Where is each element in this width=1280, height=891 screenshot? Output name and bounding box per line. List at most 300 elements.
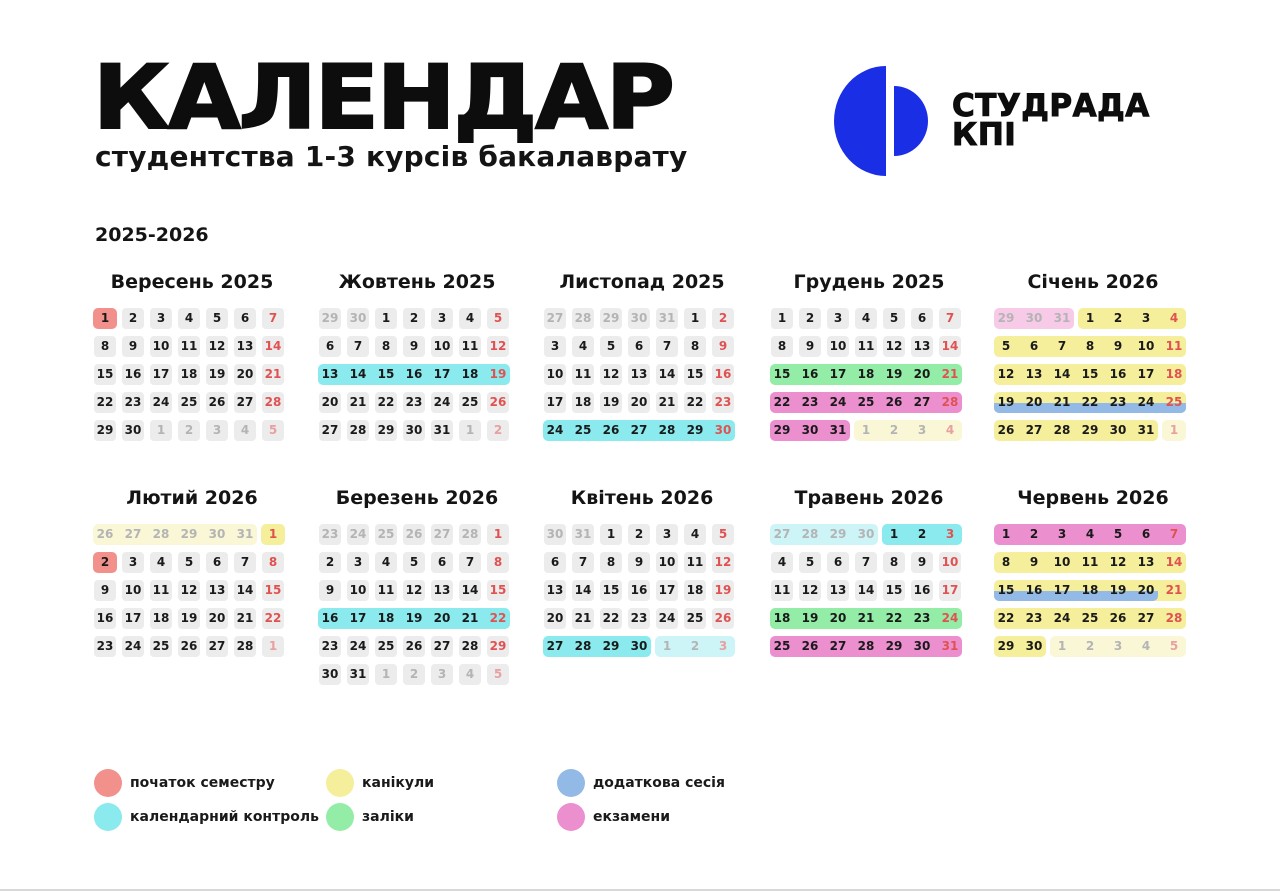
adjacent-month-day: 3 — [431, 664, 453, 685]
calendar-day: 23 — [319, 636, 341, 657]
calendar-day: 13 — [234, 336, 256, 357]
calendar-day: 18 — [684, 580, 706, 601]
calendar-day: 3 — [1057, 527, 1067, 541]
adjacent-month-day: 31 — [572, 524, 594, 545]
calendar-day: 20 — [234, 364, 256, 385]
calendar-day: 26 — [487, 392, 509, 413]
calendar-day: 1 — [268, 527, 278, 541]
adjacent-month-day: 23 — [319, 524, 341, 545]
academic-year-label: 2025-2026 — [95, 224, 209, 246]
calendar-day: 10 — [656, 552, 678, 573]
calendar-day: 22 — [94, 392, 116, 413]
calendar-day: 3 — [347, 552, 369, 573]
studrada-logo-icon — [834, 66, 928, 176]
calendar-day: 1 — [889, 527, 899, 541]
calendar-day: 1 — [1001, 527, 1011, 541]
calendar-day: 30 — [1109, 423, 1127, 437]
calendar-day: 10 — [1053, 555, 1071, 569]
calendar-day: 11 — [572, 364, 594, 385]
calendar-day: 19 — [178, 608, 200, 629]
calendar-day: 16 — [801, 367, 819, 381]
calendar-day: 19 — [405, 611, 423, 625]
calendar-day: 29 — [487, 636, 509, 657]
adjacent-month-day: 27 — [544, 308, 566, 329]
month-title: Березень 2026 — [335, 487, 499, 509]
calendar-day: 29 — [94, 420, 116, 441]
calendar-day: 9 — [94, 580, 116, 601]
calendar-day: 24 — [656, 608, 678, 629]
calendar-day: 3 — [150, 308, 172, 329]
calendar-day: 18 — [178, 364, 200, 385]
calendar-day: 5 — [1001, 339, 1011, 353]
calendar-day: 30 — [801, 423, 819, 437]
calendar-day: 27 — [630, 423, 648, 437]
calendar-day: 9 — [628, 552, 650, 573]
calendar-day: 13 — [1025, 367, 1043, 381]
calendar-day: 22 — [684, 392, 706, 413]
calendar-day: 26 — [206, 392, 228, 413]
calendar-day: 24 — [431, 392, 453, 413]
calendar-day: 29 — [885, 639, 903, 653]
calendar-day: 4 — [178, 308, 200, 329]
calendar-day: 24 — [1053, 611, 1071, 625]
adjacent-month-day: 1 — [459, 420, 481, 441]
adjacent-month-day: 3 — [718, 639, 728, 653]
calendar-day: 6 — [827, 552, 849, 573]
calendar-day: 15 — [600, 580, 622, 601]
calendar-day: 7 — [262, 308, 284, 329]
calendar-day: 21 — [1053, 395, 1071, 409]
calendar-day: 26 — [997, 423, 1015, 437]
adjacent-month-day: 24 — [347, 524, 369, 545]
calendar-day: 5 — [403, 552, 425, 573]
adjacent-month-day: 2 — [1085, 639, 1095, 653]
adjacent-month-day: 2 — [690, 639, 700, 653]
calendar-day: 2 — [1029, 527, 1039, 541]
calendar-day: 26 — [712, 608, 734, 629]
calendar-day: 3 — [431, 308, 453, 329]
page-subtitle: студентства 1-3 курсів бакалаврату — [95, 140, 688, 173]
calendar-day: 23 — [628, 608, 650, 629]
calendar-day: 6 — [628, 336, 650, 357]
calendar-day: 21 — [262, 364, 284, 385]
calendar-day: 13 — [321, 367, 339, 381]
calendar-day: 8 — [883, 552, 905, 573]
adjacent-month-day: 2 — [889, 423, 899, 437]
adjacent-month-day: 29 — [997, 311, 1015, 325]
calendar-day: 10 — [122, 580, 144, 601]
calendar-day: 13 — [911, 336, 933, 357]
calendar-day: 14 — [349, 367, 367, 381]
calendar-day: 28 — [1165, 611, 1183, 625]
calendar-day: 1 — [100, 311, 110, 325]
calendar-day: 13 — [206, 580, 228, 601]
calendar-day: 21 — [572, 608, 594, 629]
adjacent-month-day: 1 — [1169, 423, 1179, 437]
calendar-day: 17 — [544, 392, 566, 413]
calendar-day: 11 — [1165, 339, 1183, 353]
calendar-day: 6 — [911, 308, 933, 329]
adjacent-month-day: 31 — [236, 527, 254, 541]
calendar-day: 2 — [799, 308, 821, 329]
calendar-day: 20 — [433, 611, 451, 625]
calendar-day: 18 — [1165, 367, 1183, 381]
calendar-day: 29 — [686, 423, 704, 437]
calendar-day: 4 — [1169, 311, 1179, 325]
calendar-day: 9 — [122, 336, 144, 357]
calendar-day: 27 — [913, 395, 931, 409]
adjacent-month-day: 2 — [487, 420, 509, 441]
calendar-day: 7 — [656, 336, 678, 357]
adjacent-month-day: 28 — [459, 524, 481, 545]
calendar-day: 3 — [122, 552, 144, 573]
calendar-day: 27 — [234, 392, 256, 413]
calendar-day: 17 — [150, 364, 172, 385]
calendar-day: 3 — [544, 336, 566, 357]
calendar-day: 10 — [347, 580, 369, 601]
adjacent-month-day: 1 — [1057, 639, 1067, 653]
adjacent-month-day: 25 — [375, 524, 397, 545]
calendar-day: 30 — [1025, 639, 1043, 653]
calendar-day: 14 — [1165, 555, 1183, 569]
calendar-day: 8 — [1001, 555, 1011, 569]
legend-swatch-icon — [557, 769, 585, 797]
calendar-day: 17 — [1053, 583, 1071, 597]
calendar-day: 20 — [829, 611, 847, 625]
calendar-day: 30 — [319, 664, 341, 685]
brand-name — [952, 88, 1150, 153]
adjacent-month-day: 5 — [487, 664, 509, 685]
calendar-day: 15 — [262, 580, 284, 601]
calendar-day: 20 — [206, 608, 228, 629]
calendar-day: 18 — [857, 367, 875, 381]
adjacent-month-day: 26 — [403, 524, 425, 545]
adjacent-month-day: 2 — [178, 420, 200, 441]
adjacent-month-day: 27 — [124, 527, 142, 541]
calendar-day: 15 — [684, 364, 706, 385]
calendar-day: 13 — [544, 580, 566, 601]
calendar-day: 14 — [234, 580, 256, 601]
legend-label: додаткова сесія — [593, 775, 725, 791]
calendar-day: 24 — [941, 611, 959, 625]
calendar-day: 17 — [349, 611, 367, 625]
calendar-day: 26 — [885, 395, 903, 409]
calendar-day: 2 — [403, 308, 425, 329]
calendar-day: 31 — [1137, 423, 1155, 437]
calendar-day: 21 — [857, 611, 875, 625]
calendar-day: 6 — [319, 336, 341, 357]
calendar-day: 27 — [829, 639, 847, 653]
calendar-day: 9 — [403, 336, 425, 357]
adjacent-month-day: 29 — [180, 527, 198, 541]
calendar-day: 15 — [883, 580, 905, 601]
adjacent-month-day: 30 — [544, 524, 566, 545]
calendar-day: 14 — [572, 580, 594, 601]
calendar-day: 12 — [997, 367, 1015, 381]
adjacent-month-day: 1 — [662, 639, 672, 653]
calendar-day: 19 — [997, 395, 1015, 409]
calendar-day: 1 — [771, 308, 793, 329]
calendar-day: 12 — [178, 580, 200, 601]
calendar-day: 8 — [684, 336, 706, 357]
calendar-day: 23 — [94, 636, 116, 657]
calendar-day: 25 — [773, 639, 791, 653]
calendar-day: 21 — [656, 392, 678, 413]
calendar-day: 2 — [628, 524, 650, 545]
adjacent-month-day: 31 — [656, 308, 678, 329]
calendar-day: 31 — [829, 423, 847, 437]
calendar-day: 19 — [489, 367, 507, 381]
calendar-day: 26 — [1109, 611, 1127, 625]
calendar-day: 4 — [375, 552, 397, 573]
calendar-day: 27 — [1137, 611, 1155, 625]
calendar-day: 28 — [262, 392, 284, 413]
calendar-day: 5 — [600, 336, 622, 357]
calendar-day: 27 — [546, 639, 564, 653]
adjacent-month-day: 28 — [801, 527, 819, 541]
period-highlight-yellow_light — [93, 524, 257, 545]
calendar-day: 28 — [941, 395, 959, 409]
calendar-day: 12 — [883, 336, 905, 357]
calendar-day: 22 — [773, 395, 791, 409]
adjacent-month-day: 4 — [1141, 639, 1151, 653]
period-highlight-yellow — [994, 420, 1158, 441]
calendar-day: 29 — [997, 639, 1015, 653]
calendar-day: 21 — [461, 611, 479, 625]
calendar-day: 3 — [1141, 311, 1151, 325]
adjacent-month-day: 5 — [1169, 639, 1179, 653]
calendar-day: 3 — [827, 308, 849, 329]
calendar-day: 29 — [1081, 423, 1099, 437]
calendar-day: 8 — [487, 552, 509, 573]
calendar-day: 6 — [1029, 339, 1039, 353]
calendar-day: 27 — [206, 636, 228, 657]
calendar-day: 14 — [262, 336, 284, 357]
calendar-day: 14 — [656, 364, 678, 385]
calendar-day: 7 — [234, 552, 256, 573]
calendar-day: 20 — [1025, 395, 1043, 409]
calendar-day: 31 — [941, 639, 959, 653]
calendar-day: 3 — [945, 527, 955, 541]
calendar-day: 10 — [939, 552, 961, 573]
calendar-day: 11 — [375, 580, 397, 601]
calendar-day: 25 — [375, 636, 397, 657]
calendar-day: 25 — [459, 392, 481, 413]
calendar-day: 25 — [1165, 395, 1183, 409]
calendar-day: 16 — [1025, 583, 1043, 597]
calendar-day: 30 — [122, 420, 144, 441]
calendar-day: 26 — [801, 639, 819, 653]
calendar-day: 2 — [712, 308, 734, 329]
calendar-day: 9 — [911, 552, 933, 573]
calendar-day: 16 — [321, 611, 339, 625]
calendar-day: 12 — [1109, 555, 1127, 569]
adjacent-month-day: 31 — [1053, 311, 1071, 325]
calendar-day: 4 — [572, 336, 594, 357]
adjacent-month-day: 30 — [1025, 311, 1043, 325]
adjacent-month-day: 3 — [1113, 639, 1123, 653]
brand-line-2: КПІ — [952, 117, 1017, 153]
month-title: Жовтень 2025 — [338, 271, 496, 293]
calendar-day: 25 — [1081, 611, 1099, 625]
calendar-day: 22 — [1081, 395, 1099, 409]
calendar-day: 2 — [1113, 311, 1123, 325]
calendar-day: 7 — [1057, 339, 1067, 353]
month-title: Квітень 2026 — [570, 487, 714, 509]
calendar-day: 16 — [911, 580, 933, 601]
calendar-day: 19 — [712, 580, 734, 601]
calendar-day: 16 — [405, 367, 423, 381]
adjacent-month-day: 4 — [459, 664, 481, 685]
calendar-day: 16 — [122, 364, 144, 385]
calendar-day: 31 — [431, 420, 453, 441]
calendar-day: 17 — [122, 608, 144, 629]
calendar-day: 1 — [375, 308, 397, 329]
calendar-day: 11 — [771, 580, 793, 601]
calendar-day: 5 — [206, 308, 228, 329]
month-title: Вересень 2025 — [110, 271, 274, 293]
legend-swatch-icon — [94, 769, 122, 797]
calendar-day: 20 — [1137, 583, 1155, 597]
calendar-day: 28 — [234, 636, 256, 657]
calendar-day: 21 — [941, 367, 959, 381]
calendar-day: 8 — [375, 336, 397, 357]
legend-label: календарний контроль — [130, 809, 319, 825]
calendar-day: 13 — [1137, 555, 1155, 569]
calendar-day: 24 — [150, 392, 172, 413]
calendar-day: 30 — [714, 423, 732, 437]
calendar-day: 23 — [801, 395, 819, 409]
calendar-day: 6 — [431, 552, 453, 573]
legend-swatch-icon — [326, 803, 354, 831]
calendar-day: 20 — [544, 608, 566, 629]
calendar-day: 17 — [829, 367, 847, 381]
adjacent-month-day: 30 — [628, 308, 650, 329]
calendar-day: 14 — [939, 336, 961, 357]
calendar-day: 12 — [600, 364, 622, 385]
adjacent-month-day: 30 — [857, 527, 875, 541]
calendar-day: 4 — [684, 524, 706, 545]
calendar-day: 17 — [1137, 367, 1155, 381]
calendar-day: 22 — [600, 608, 622, 629]
calendar-day: 12 — [799, 580, 821, 601]
legend-swatch-icon — [557, 803, 585, 831]
calendar-day: 28 — [857, 639, 875, 653]
calendar-day: 8 — [1085, 339, 1095, 353]
adjacent-month-day: 1 — [861, 423, 871, 437]
calendar-day: 5 — [712, 524, 734, 545]
calendar-day: 4 — [459, 308, 481, 329]
calendar-day: 16 — [628, 580, 650, 601]
calendar-day: 27 — [431, 636, 453, 657]
calendar-day: 5 — [487, 308, 509, 329]
adjacent-month-day: 4 — [945, 423, 955, 437]
adjacent-month-day: 30 — [208, 527, 226, 541]
calendar-day: 9 — [1113, 339, 1123, 353]
calendar-day: 2 — [122, 308, 144, 329]
calendar-day: 18 — [572, 392, 594, 413]
calendar-day: 24 — [546, 423, 564, 437]
calendar-day: 14 — [855, 580, 877, 601]
calendar-day: 25 — [178, 392, 200, 413]
calendar-day: 11 — [684, 552, 706, 573]
calendar-day: 28 — [574, 639, 592, 653]
month-title: Листопад 2025 — [559, 271, 725, 293]
calendar-day: 20 — [319, 392, 341, 413]
calendar-day: 15 — [487, 580, 509, 601]
calendar-day: 18 — [150, 608, 172, 629]
calendar-day: 16 — [1109, 367, 1127, 381]
adjacent-month-day: 1 — [150, 420, 172, 441]
calendar-day: 6 — [1141, 527, 1151, 541]
adjacent-month-day: 27 — [431, 524, 453, 545]
legend-label: заліки — [362, 809, 414, 825]
adjacent-month-day: 1 — [375, 664, 397, 685]
calendar-day: 7 — [459, 552, 481, 573]
legend-label: екзамени — [593, 809, 670, 825]
calendar-day: 28 — [459, 636, 481, 657]
calendar-day: 25 — [857, 395, 875, 409]
calendar-day: 19 — [1109, 583, 1127, 597]
calendar-day: 2 — [917, 527, 927, 541]
calendar-day: 21 — [347, 392, 369, 413]
calendar-day: 25 — [150, 636, 172, 657]
adjacent-month-day: 3 — [917, 423, 927, 437]
calendar-day: 29 — [602, 639, 620, 653]
calendar-day: 11 — [855, 336, 877, 357]
calendar-day: 19 — [206, 364, 228, 385]
calendar-day: 22 — [489, 611, 507, 625]
calendar-day: 17 — [939, 580, 961, 601]
calendar-day: 12 — [206, 336, 228, 357]
calendar-day: 24 — [1137, 395, 1155, 409]
month-title: Червень 2026 — [1017, 487, 1169, 509]
period-highlight-blue — [994, 591, 1158, 601]
calendar-day: 22 — [885, 611, 903, 625]
calendar-day: 23 — [1025, 611, 1043, 625]
month-title: Січень 2026 — [1027, 271, 1159, 293]
calendar-day: 26 — [403, 636, 425, 657]
calendar-day: 21 — [234, 608, 256, 629]
calendar-day: 8 — [262, 552, 284, 573]
calendar-day: 15 — [94, 364, 116, 385]
calendar-day: 15 — [773, 367, 791, 381]
calendar-day: 27 — [319, 420, 341, 441]
calendar-day: 18 — [377, 611, 395, 625]
calendar-day: 19 — [885, 367, 903, 381]
adjacent-month-day: 29 — [600, 308, 622, 329]
calendar-day: 29 — [773, 423, 791, 437]
calendar-day: 10 — [150, 336, 172, 357]
calendar-day: 21 — [1165, 583, 1183, 597]
calendar-day: 26 — [178, 636, 200, 657]
adjacent-month-day: 30 — [347, 308, 369, 329]
calendar-day: 1 — [1085, 311, 1095, 325]
calendar-day: 7 — [1169, 527, 1179, 541]
month-title: Грудень 2025 — [793, 271, 945, 293]
calendar-day: 4 — [771, 552, 793, 573]
adjacent-month-day: 26 — [96, 527, 114, 541]
calendar-day: 12 — [403, 580, 425, 601]
month-title: Травень 2026 — [794, 487, 944, 509]
calendar-day: 30 — [403, 420, 425, 441]
page-title: КАЛЕНДАР — [93, 46, 673, 149]
calendar-day: 11 — [150, 580, 172, 601]
calendar-day: 7 — [939, 308, 961, 329]
calendar-day: 7 — [572, 552, 594, 573]
calendar-day: 4 — [1085, 527, 1095, 541]
calendar-day: 1 — [487, 524, 509, 545]
